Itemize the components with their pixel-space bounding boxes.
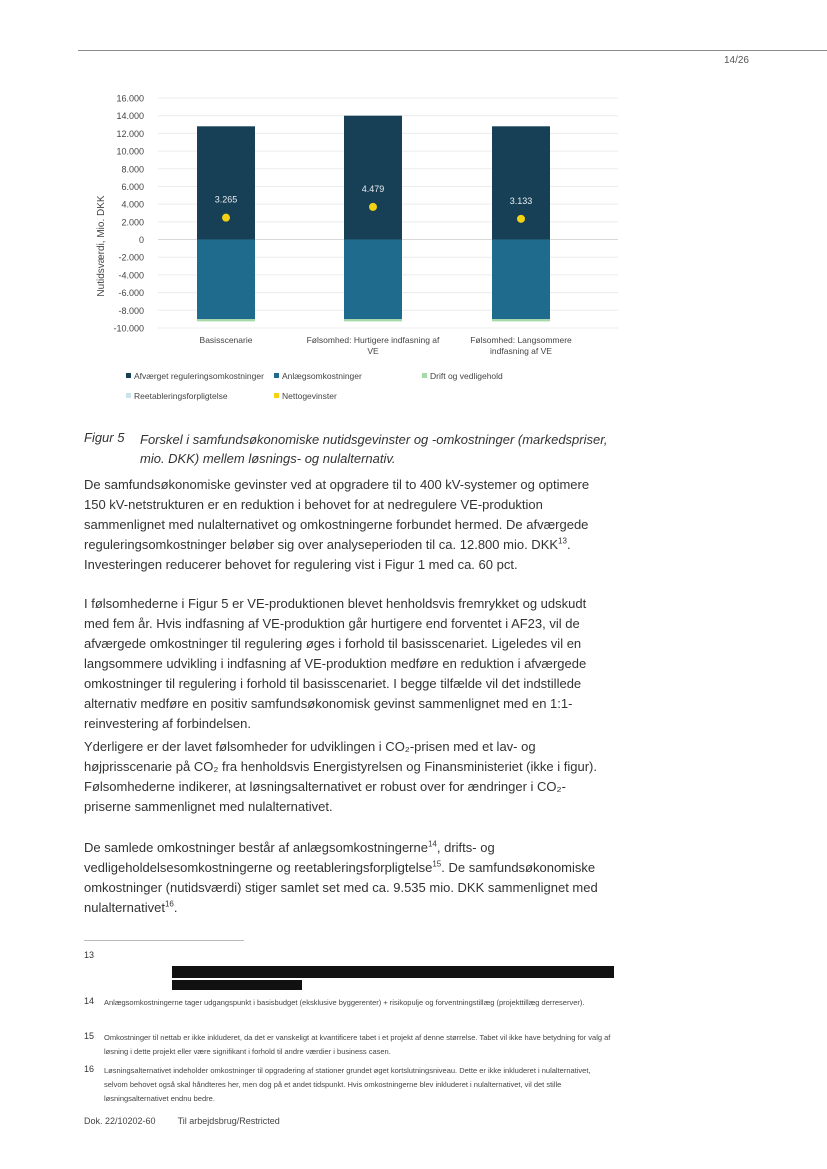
- y-tick-label: 8.000: [121, 164, 144, 175]
- footnote-text: Løsningsalternativet indeholder omkostninger til opgradering af stationer grundet øget kortslutningsniveau. Dette er ikke inkluderet i nulalternativet, selvom behovet også skal håndteres her, men dog på et andet tidspunkt. Hvis omkostningerne blev inkluderet i nulalternativet, vil det stille løsningsalternativet endnu bedre.: [104, 1066, 591, 1103]
- bar-segment: [197, 319, 255, 321]
- net-value-marker: [369, 203, 377, 211]
- y-tick-label: 10.000: [116, 146, 144, 157]
- paragraph-text: . Investeringen reducerer behovet for regulering vist i Figur 1 med ca. 60 pct.: [84, 537, 571, 572]
- legend-swatch: [422, 373, 427, 378]
- legend-swatch: [126, 393, 131, 398]
- legend-swatch: [126, 373, 131, 378]
- header-rule: [78, 50, 827, 51]
- footnote-ref-15[interactable]: 15: [432, 859, 442, 869]
- net-value-label: 3.265: [214, 194, 238, 205]
- document-footer: [84, 1116, 280, 1126]
- bar-segment: [197, 126, 255, 239]
- y-tick-label: 12.000: [116, 128, 144, 139]
- y-tick-label: 14.000: [116, 111, 144, 122]
- footnote-ref-16[interactable]: 16: [164, 899, 174, 909]
- bar-segment: [344, 319, 402, 321]
- classification-label: Til arbejdsbrug/Restricted: [177, 1116, 280, 1126]
- legend-label: Afværget reguleringsomkostninger: [134, 371, 264, 381]
- chart-bars: [197, 116, 550, 322]
- paragraph-costs: [84, 838, 610, 918]
- bar-segment: [492, 240, 550, 320]
- figure-label: Figur 5: [84, 430, 125, 445]
- redacted-block: [172, 980, 302, 990]
- category-label: Følsomhed: Langsommere: [470, 335, 572, 345]
- document-number: Dok. 22/10202-60: [84, 1116, 156, 1126]
- bar-segment: [197, 240, 255, 320]
- paragraph-co2: Yderligere er der lavet følsomheder for udviklingen i CO₂-prisen med et lav- og højprisscenarie på CO₂ fra henholdsvis Energistyrelsen og Finansministeriet (ikke i figur). Følsomhederne indikerer, at løsningsalternativet er robust over for ændringer i CO₂-priserne sammenlignet med nulalternativet.: [84, 739, 597, 814]
- legend-label: Anlægsomkostninger: [282, 371, 362, 381]
- y-tick-label: 6.000: [121, 181, 144, 192]
- y-tick-label: -2.000: [118, 252, 144, 263]
- redacted-block: [172, 966, 614, 978]
- legend-label: Nettogevinster: [282, 391, 337, 401]
- page-number: 14/26: [723, 55, 749, 66]
- footnote-ref-14[interactable]: 14: [427, 839, 437, 849]
- legend-label: Reetableringsforpligtelse: [134, 391, 228, 401]
- paragraph-gains: [84, 475, 610, 575]
- figure-caption: Forskel i samfundsøkonomiske nutidsgevinster og -omkostninger (markedspriser, mio. DKK) mellem løsnings- og nulalternativ.: [140, 432, 608, 466]
- category-label: Følsomhed: Hurtigere indfasning af: [306, 335, 440, 345]
- y-tick-label: 0: [138, 235, 144, 246]
- y-tick-label: -4.000: [118, 270, 144, 281]
- category-label: VE: [367, 346, 379, 356]
- footnote-number: 15: [84, 1031, 95, 1041]
- paragraph-sensitivity: I følsomhederne i Figur 5 er VE-produktionen blevet henholdsvis fremrykket og udskudt med fem år. Hvis indfasning af VE-produktion går hurtigere end forventet i AF23, vil de afværgede omkostninger til regulering øges i forhold til basisscenariet. Ligeledes vil en langsommere udvikling i indfasning af VE-produktion medføre en reduktion i afværgede omkostninger til regulering i forhold til basisscenariet. I begge tilfælde vil det indstillede alternativ medføre en positiv samfundsøkonomisk gevinst sammenlignet med en 1:1-reinvestering af forbindelsen.: [84, 596, 587, 731]
- footnote-ref-13[interactable]: 13: [558, 536, 567, 546]
- bar-segment: [344, 240, 402, 320]
- footnote-number: 13: [84, 950, 95, 960]
- category-labels: [200, 335, 573, 356]
- paragraph-text: De samfundsøkonomiske gevinster ved at opgradere til to 400 kV-systemer og optimere 150 kV-netstrukturen er en reduktion i behovet for at nedregulere VE-produktion sammenlignet med nulalternativet og omkostningerne forbundet hermed. De afværgede reguleringsomkostninger beløber sig over analyseperioden til ca. 12.800 mio. DKK: [84, 477, 590, 552]
- footnote-text: Anlægsomkostningerne tager udgangspunkt i basisbudget (eksklusive byggerenter) + risikopulje og forventningstillæg (projekttillæg derreserver).: [104, 998, 585, 1007]
- y-tick-label: -8.000: [118, 305, 144, 316]
- paragraph-text: , drifts- og vedligeholdelsesomkostningerne og reetableringsforpligtelse: [84, 840, 495, 875]
- y-tick-label: 2.000: [121, 217, 144, 228]
- net-value-label: 3.133: [509, 195, 533, 206]
- category-label: Basisscenarie: [199, 335, 253, 345]
- chart-legend: [126, 371, 503, 401]
- net-value-label: 4.479: [361, 183, 385, 194]
- legend-label: Drift og vedligehold: [430, 371, 503, 381]
- footnote-rule: [84, 940, 244, 941]
- paragraph-text: .: [173, 900, 178, 915]
- y-tick-label: -10.000: [113, 323, 144, 334]
- paragraph-text: De samlede omkostninger består af anlægsomkostningerne: [84, 840, 428, 855]
- net-value-marker: [517, 215, 525, 223]
- legend-swatch: [274, 373, 279, 378]
- net-value-chart: [78, 84, 638, 414]
- y-axis-label: Nutidsværdi, Mio. DKK: [96, 195, 107, 297]
- y-tick-labels: [113, 94, 144, 334]
- footnote-number: 14: [84, 996, 95, 1006]
- category-label: indfasning af VE: [490, 346, 552, 356]
- paragraph-text: . De samfundsøkonomiske omkostninger (nutidsværdi) stiger samlet set med ca. 9.535 mio. DKK sammenlignet med nulalternativet: [84, 860, 598, 915]
- y-tick-label: 16.000: [116, 93, 144, 104]
- y-tick-label: -6.000: [118, 288, 144, 299]
- bar-segment: [492, 319, 550, 321]
- bar-segment: [344, 116, 402, 240]
- legend-swatch: [274, 393, 279, 398]
- net-value-marker: [222, 214, 230, 222]
- y-tick-label: 4.000: [121, 199, 144, 210]
- footnote-text: Omkostninger til nettab er ikke inkluderet, da det er vanskeligt at kvantificere tabet i et projekt af denne størrelse. Tabet vil ikke have betydning for valg af løsning i dette projekt eller være signifikant i forhold til andre værdier i business casen.: [104, 1033, 611, 1056]
- footnote-number: 16: [84, 1064, 95, 1074]
